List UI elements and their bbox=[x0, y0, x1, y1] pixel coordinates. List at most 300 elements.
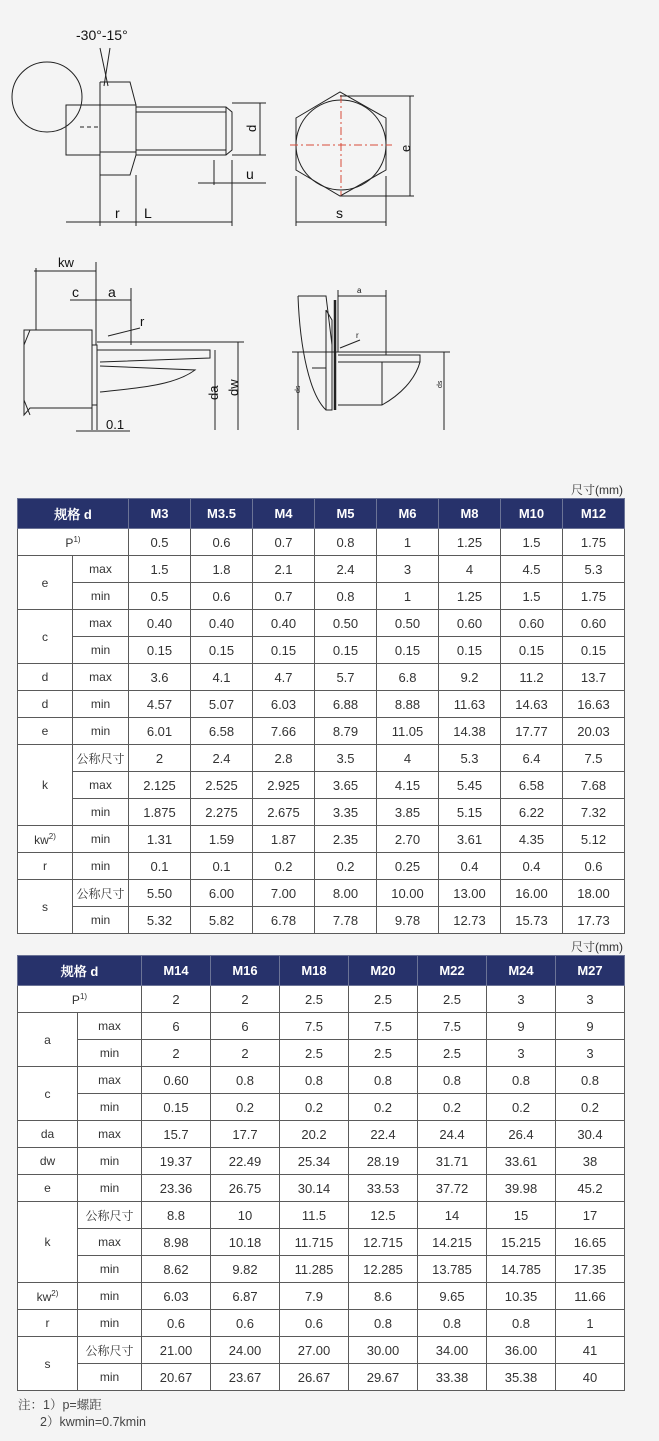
value-cell: 5.3 bbox=[439, 745, 501, 772]
value-cell: 37.72 bbox=[418, 1175, 487, 1202]
param-label: e bbox=[41, 575, 49, 590]
l-label: L bbox=[144, 205, 152, 221]
value-cell: 6.58 bbox=[501, 772, 563, 799]
param-sub-label: min bbox=[73, 691, 129, 718]
value-cell: 13.7 bbox=[563, 664, 625, 691]
value-cell: 1.75 bbox=[563, 529, 625, 556]
param-sub-label: min bbox=[78, 1175, 142, 1202]
value-cell: 20.67 bbox=[142, 1364, 211, 1391]
spec-header-cell: 规格 d bbox=[18, 499, 129, 529]
param-sub-label: 公称尺寸 bbox=[78, 1337, 142, 1364]
param-label: k bbox=[44, 1235, 51, 1249]
value-cell: 3.5 bbox=[315, 745, 377, 772]
value-cell: 2.5 bbox=[280, 986, 349, 1013]
value-cell: 2.35 bbox=[315, 826, 377, 853]
value-cell: 0.40 bbox=[191, 610, 253, 637]
value-cell: 45.2 bbox=[556, 1175, 625, 1202]
value-cell: 40 bbox=[556, 1364, 625, 1391]
param-label-cell bbox=[18, 826, 73, 853]
param-sub-label: max bbox=[73, 664, 129, 691]
param-label: d bbox=[41, 697, 49, 711]
value-cell: 0.2 bbox=[211, 1094, 280, 1121]
value-cell: 0.6 bbox=[191, 529, 253, 556]
unit-label-2: 尺寸(mm) bbox=[571, 940, 623, 954]
value-cell: 7.00 bbox=[253, 880, 315, 907]
value-cell: 8.00 bbox=[315, 880, 377, 907]
param-sub-label: min bbox=[73, 718, 129, 745]
param-label: s bbox=[44, 1356, 51, 1371]
table-row bbox=[18, 1256, 625, 1283]
param-label-sup: 2) bbox=[48, 831, 56, 841]
value-cell: 0.8 bbox=[315, 583, 377, 610]
param-label: c bbox=[42, 629, 48, 644]
value-cell: 0.60 bbox=[142, 1067, 211, 1094]
value-cell: 27.00 bbox=[280, 1337, 349, 1364]
value-cell: 4.57 bbox=[129, 691, 191, 718]
value-cell: 3.65 bbox=[315, 772, 377, 799]
spec-header-cell: 规格 d bbox=[18, 956, 142, 986]
value-cell: 1.87 bbox=[253, 826, 315, 853]
value-cell: 0.6 bbox=[563, 853, 625, 880]
param-label: kw bbox=[34, 832, 49, 847]
value-cell: 5.50 bbox=[129, 880, 191, 907]
value-cell: 30.14 bbox=[280, 1175, 349, 1202]
value-cell: 26.4 bbox=[487, 1121, 556, 1148]
value-cell: 6.03 bbox=[253, 691, 315, 718]
value-cell: 20.2 bbox=[280, 1121, 349, 1148]
value-cell: 3 bbox=[377, 556, 439, 583]
value-cell: 11.285 bbox=[280, 1256, 349, 1283]
param-label: r bbox=[45, 1316, 50, 1330]
angle-label: -30°-15° bbox=[76, 27, 128, 43]
param-label: e bbox=[41, 724, 49, 738]
param-label: P bbox=[65, 535, 74, 550]
param-label: k bbox=[42, 778, 48, 792]
value-cell: 24.4 bbox=[418, 1121, 487, 1148]
value-cell: 41 bbox=[556, 1337, 625, 1364]
param-label: da bbox=[40, 1127, 55, 1141]
value-cell: 17 bbox=[556, 1202, 625, 1229]
value-cell: 13.00 bbox=[439, 880, 501, 907]
param-label-cell bbox=[18, 853, 73, 880]
value-cell: 8.8 bbox=[142, 1202, 211, 1229]
param-sub-label: max bbox=[73, 772, 129, 799]
size-header-cell: M14 bbox=[142, 956, 211, 986]
value-cell: 9.82 bbox=[211, 1256, 280, 1283]
table-row bbox=[18, 691, 625, 718]
bolt-end-view bbox=[290, 92, 414, 226]
value-cell: 33.53 bbox=[349, 1175, 418, 1202]
table-row bbox=[18, 718, 625, 745]
size-header-cell: M18 bbox=[280, 956, 349, 986]
value-cell: 15.215 bbox=[487, 1229, 556, 1256]
value-cell: 1 bbox=[377, 529, 439, 556]
value-cell: 2.5 bbox=[418, 986, 487, 1013]
value-cell: 21.00 bbox=[142, 1337, 211, 1364]
value-cell: 33.38 bbox=[418, 1364, 487, 1391]
value-cell: 14.63 bbox=[501, 691, 563, 718]
value-cell: 0.50 bbox=[377, 610, 439, 637]
param-sub-label: max bbox=[78, 1067, 142, 1094]
value-cell: 14.38 bbox=[439, 718, 501, 745]
param-label: r bbox=[43, 859, 47, 873]
param-label-cell bbox=[18, 1202, 78, 1283]
table-row bbox=[18, 664, 625, 691]
value-cell: 0.2 bbox=[315, 853, 377, 880]
value-cell: 5.07 bbox=[191, 691, 253, 718]
c-label: c bbox=[72, 284, 79, 300]
value-cell: 38 bbox=[556, 1148, 625, 1175]
size-header-cell: M27 bbox=[556, 956, 625, 986]
table-row bbox=[18, 986, 625, 1013]
value-cell: 0.60 bbox=[501, 610, 563, 637]
value-cell: 6.22 bbox=[501, 799, 563, 826]
param-sub-label: min bbox=[73, 799, 129, 826]
param-label-cell bbox=[18, 610, 73, 664]
value-cell: 14.785 bbox=[487, 1256, 556, 1283]
unit-label-1: 尺寸(mm) bbox=[571, 483, 623, 497]
value-cell: 10.18 bbox=[211, 1229, 280, 1256]
table-2-header-row bbox=[18, 956, 625, 986]
da-label: da bbox=[206, 385, 221, 400]
value-cell: 26.75 bbox=[211, 1175, 280, 1202]
value-cell: 0.8 bbox=[418, 1310, 487, 1337]
value-cell: 0.6 bbox=[191, 583, 253, 610]
param-sub-label: min bbox=[73, 853, 129, 880]
param-label-sup: 2) bbox=[51, 1288, 59, 1298]
value-cell: 0.25 bbox=[377, 853, 439, 880]
value-cell: 4 bbox=[439, 556, 501, 583]
param-label: s bbox=[42, 899, 48, 914]
value-cell: 0.15 bbox=[253, 637, 315, 664]
value-cell: 23.67 bbox=[211, 1364, 280, 1391]
value-cell: 11.715 bbox=[280, 1229, 349, 1256]
value-cell: 0.8 bbox=[349, 1310, 418, 1337]
value-cell: 0.4 bbox=[501, 853, 563, 880]
param-label-sup: 1) bbox=[73, 534, 81, 544]
param-sub-label: max bbox=[73, 610, 129, 637]
value-cell: 12.5 bbox=[349, 1202, 418, 1229]
value-cell: 26.67 bbox=[280, 1364, 349, 1391]
table-row bbox=[18, 1121, 625, 1148]
value-cell: 7.66 bbox=[253, 718, 315, 745]
param-sub-label: min bbox=[73, 907, 129, 934]
size-header-cell: M16 bbox=[211, 956, 280, 986]
value-cell: 12.73 bbox=[439, 907, 501, 934]
value-cell: 9.65 bbox=[418, 1283, 487, 1310]
param-sub-label: 公称尺寸 bbox=[78, 1202, 142, 1229]
value-cell: 1 bbox=[556, 1310, 625, 1337]
value-cell: 12.285 bbox=[349, 1256, 418, 1283]
value-cell: 0.5 bbox=[129, 583, 191, 610]
value-cell: 4.35 bbox=[501, 826, 563, 853]
value-cell: 0.7 bbox=[253, 529, 315, 556]
param-label: kw bbox=[36, 1289, 52, 1304]
table-row bbox=[18, 880, 625, 907]
value-cell: 1.75 bbox=[563, 583, 625, 610]
dw-label: dw bbox=[226, 379, 241, 396]
value-cell: 2.675 bbox=[253, 799, 315, 826]
table-row bbox=[18, 529, 625, 556]
value-cell: 3 bbox=[487, 1040, 556, 1067]
footnotes bbox=[18, 1397, 146, 1431]
value-cell: 5.7 bbox=[315, 664, 377, 691]
size-header-cell: M5 bbox=[315, 499, 377, 529]
param-label-cell bbox=[18, 529, 129, 556]
table-row bbox=[18, 1067, 625, 1094]
param-sub-label: min bbox=[73, 637, 129, 664]
bolt-side-view bbox=[12, 48, 266, 226]
value-cell: 33.61 bbox=[487, 1148, 556, 1175]
value-cell: 15 bbox=[487, 1202, 556, 1229]
value-cell: 11.2 bbox=[501, 664, 563, 691]
param-label: a bbox=[44, 1032, 51, 1047]
a-detail-label: a bbox=[357, 286, 362, 295]
value-cell: 17.7 bbox=[211, 1121, 280, 1148]
size-header-cell: M20 bbox=[349, 956, 418, 986]
value-cell: 29.67 bbox=[349, 1364, 418, 1391]
value-cell: 0.2 bbox=[556, 1094, 625, 1121]
value-cell: 30.00 bbox=[349, 1337, 418, 1364]
value-cell: 11.66 bbox=[556, 1283, 625, 1310]
param-sub-label: max bbox=[78, 1121, 142, 1148]
value-cell: 0.8 bbox=[418, 1067, 487, 1094]
value-cell: 25.34 bbox=[280, 1148, 349, 1175]
value-cell: 3 bbox=[556, 986, 625, 1013]
value-cell: 6.88 bbox=[315, 691, 377, 718]
value-cell: 5.32 bbox=[129, 907, 191, 934]
table-row bbox=[18, 556, 625, 583]
value-cell: 7.78 bbox=[315, 907, 377, 934]
value-cell: 0.2 bbox=[418, 1094, 487, 1121]
value-cell: 0.15 bbox=[129, 637, 191, 664]
r-detail2-label: r bbox=[356, 331, 359, 340]
value-cell: 10.00 bbox=[377, 880, 439, 907]
value-cell: 2.5 bbox=[418, 1040, 487, 1067]
value-cell: 0.15 bbox=[315, 637, 377, 664]
value-cell: 0.8 bbox=[487, 1310, 556, 1337]
value-cell: 0.8 bbox=[315, 529, 377, 556]
value-cell: 2.8 bbox=[253, 745, 315, 772]
value-cell: 5.3 bbox=[563, 556, 625, 583]
param-label-cell bbox=[18, 1283, 78, 1310]
table-row bbox=[18, 826, 625, 853]
table-1-header-row bbox=[18, 499, 625, 529]
spec-table-1 bbox=[17, 498, 625, 934]
value-cell: 2.125 bbox=[129, 772, 191, 799]
flange-detail-right bbox=[292, 290, 450, 430]
value-cell: 8.6 bbox=[349, 1283, 418, 1310]
param-label-cell bbox=[18, 1337, 78, 1391]
value-cell: 1.25 bbox=[439, 583, 501, 610]
value-cell: 6.03 bbox=[142, 1283, 211, 1310]
size-header-cell: M4 bbox=[253, 499, 315, 529]
value-cell: 1.59 bbox=[191, 826, 253, 853]
value-cell: 1.5 bbox=[129, 556, 191, 583]
table-row bbox=[18, 853, 625, 880]
value-cell: 0.2 bbox=[487, 1094, 556, 1121]
value-cell: 9 bbox=[556, 1013, 625, 1040]
value-cell: 2.525 bbox=[191, 772, 253, 799]
table-row bbox=[18, 907, 625, 934]
value-cell: 6 bbox=[142, 1013, 211, 1040]
value-cell: 24.00 bbox=[211, 1337, 280, 1364]
param-label: e bbox=[44, 1181, 51, 1195]
table-row bbox=[18, 637, 625, 664]
value-cell: 3 bbox=[556, 1040, 625, 1067]
value-cell: 0.2 bbox=[280, 1094, 349, 1121]
value-cell: 16.00 bbox=[501, 880, 563, 907]
value-cell: 1.875 bbox=[129, 799, 191, 826]
value-cell: 2 bbox=[142, 986, 211, 1013]
value-cell: 0.15 bbox=[377, 637, 439, 664]
value-cell: 16.65 bbox=[556, 1229, 625, 1256]
value-cell: 0.15 bbox=[501, 637, 563, 664]
param-label: c bbox=[44, 1086, 51, 1101]
value-cell: 1.31 bbox=[129, 826, 191, 853]
a-label: a bbox=[108, 284, 116, 300]
value-cell: 0.7 bbox=[253, 583, 315, 610]
value-cell: 1.5 bbox=[501, 583, 563, 610]
size-header-cell: M6 bbox=[377, 499, 439, 529]
ds-label-right: ds bbox=[437, 380, 444, 388]
value-cell: 3.61 bbox=[439, 826, 501, 853]
param-label-cell bbox=[18, 1013, 78, 1067]
param-sub-label: min bbox=[78, 1283, 142, 1310]
value-cell: 0.40 bbox=[253, 610, 315, 637]
value-cell: 2.5 bbox=[349, 986, 418, 1013]
value-cell: 0.6 bbox=[142, 1310, 211, 1337]
value-cell: 1 bbox=[377, 583, 439, 610]
value-cell: 30.4 bbox=[556, 1121, 625, 1148]
param-label-cell bbox=[18, 556, 73, 610]
table-row bbox=[18, 583, 625, 610]
value-cell: 3.85 bbox=[377, 799, 439, 826]
param-label: dw bbox=[39, 1154, 56, 1168]
param-sub-label: min bbox=[78, 1148, 142, 1175]
value-cell: 17.77 bbox=[501, 718, 563, 745]
param-sub-label: max bbox=[78, 1229, 142, 1256]
table-row bbox=[18, 1310, 625, 1337]
value-cell: 5.15 bbox=[439, 799, 501, 826]
value-cell: 0.60 bbox=[563, 610, 625, 637]
value-cell: 1.8 bbox=[191, 556, 253, 583]
param-sub-label: min bbox=[78, 1094, 142, 1121]
value-cell: 9 bbox=[487, 1013, 556, 1040]
technical-drawings bbox=[0, 0, 659, 480]
param-label-cell bbox=[18, 880, 73, 934]
table-row bbox=[18, 1175, 625, 1202]
size-header-cell: M8 bbox=[439, 499, 501, 529]
table-row bbox=[18, 1094, 625, 1121]
value-cell: 4.15 bbox=[377, 772, 439, 799]
e-label: e bbox=[398, 144, 413, 152]
param-label-cell bbox=[18, 664, 73, 691]
value-cell: 39.98 bbox=[487, 1175, 556, 1202]
r-label: r bbox=[115, 205, 120, 221]
value-cell: 2 bbox=[211, 986, 280, 1013]
value-cell: 6.4 bbox=[501, 745, 563, 772]
value-cell: 10.35 bbox=[487, 1283, 556, 1310]
param-label-cell bbox=[18, 718, 73, 745]
value-cell: 17.35 bbox=[556, 1256, 625, 1283]
value-cell: 11.05 bbox=[377, 718, 439, 745]
ds-label-left: ds bbox=[295, 385, 302, 393]
value-cell: 0.15 bbox=[191, 637, 253, 664]
param-sub-label: 公称尺寸 bbox=[73, 880, 129, 907]
value-cell: 17.73 bbox=[563, 907, 625, 934]
value-cell: 10 bbox=[211, 1202, 280, 1229]
value-cell: 11.5 bbox=[280, 1202, 349, 1229]
value-cell: 0.1 bbox=[129, 853, 191, 880]
value-cell: 11.63 bbox=[439, 691, 501, 718]
value-cell: 20.03 bbox=[563, 718, 625, 745]
value-cell: 2.275 bbox=[191, 799, 253, 826]
param-label-cell bbox=[18, 691, 73, 718]
value-cell: 0.2 bbox=[253, 853, 315, 880]
value-cell: 28.19 bbox=[349, 1148, 418, 1175]
value-cell: 7.68 bbox=[563, 772, 625, 799]
size-header-cell: M3 bbox=[129, 499, 191, 529]
value-cell: 13.785 bbox=[418, 1256, 487, 1283]
value-cell: 6.00 bbox=[191, 880, 253, 907]
value-cell: 0.60 bbox=[439, 610, 501, 637]
footnote-1: 注：1）p=螺距 bbox=[18, 1398, 102, 1412]
value-cell: 15.7 bbox=[142, 1121, 211, 1148]
d-label: d bbox=[244, 124, 259, 132]
size-header-cell: M24 bbox=[487, 956, 556, 986]
param-label-cell bbox=[18, 745, 73, 826]
value-cell: 0.8 bbox=[349, 1067, 418, 1094]
param-label-cell bbox=[18, 1310, 78, 1337]
value-cell: 22.4 bbox=[349, 1121, 418, 1148]
table-row bbox=[18, 1148, 625, 1175]
table-row bbox=[18, 1229, 625, 1256]
value-cell: 23.36 bbox=[142, 1175, 211, 1202]
value-cell: 2 bbox=[142, 1040, 211, 1067]
value-cell: 15.73 bbox=[501, 907, 563, 934]
value-cell: 31.71 bbox=[418, 1148, 487, 1175]
value-cell: 0.15 bbox=[142, 1094, 211, 1121]
kw-label: kw bbox=[58, 255, 74, 270]
flange-detail-left bbox=[24, 262, 244, 431]
value-cell: 36.00 bbox=[487, 1337, 556, 1364]
size-header-cell: M12 bbox=[563, 499, 625, 529]
param-label-sup: 1) bbox=[79, 991, 88, 1001]
value-cell: 2 bbox=[129, 745, 191, 772]
table-row bbox=[18, 1337, 625, 1364]
value-cell: 14.215 bbox=[418, 1229, 487, 1256]
value-cell: 8.88 bbox=[377, 691, 439, 718]
value-cell: 6.58 bbox=[191, 718, 253, 745]
value-cell: 0.4 bbox=[439, 853, 501, 880]
value-cell: 6 bbox=[211, 1013, 280, 1040]
value-cell: 0.5 bbox=[129, 529, 191, 556]
size-header-cell: M3.5 bbox=[191, 499, 253, 529]
value-cell: 35.38 bbox=[487, 1364, 556, 1391]
value-cell: 2.70 bbox=[377, 826, 439, 853]
table-row bbox=[18, 1364, 625, 1391]
value-cell: 0.15 bbox=[563, 637, 625, 664]
value-cell: 34.00 bbox=[418, 1337, 487, 1364]
value-cell: 3.35 bbox=[315, 799, 377, 826]
table-row bbox=[18, 610, 625, 637]
value-cell: 0.8 bbox=[280, 1067, 349, 1094]
value-cell: 22.49 bbox=[211, 1148, 280, 1175]
value-cell: 3 bbox=[487, 986, 556, 1013]
value-cell: 0.8 bbox=[211, 1067, 280, 1094]
size-header-cell: M10 bbox=[501, 499, 563, 529]
